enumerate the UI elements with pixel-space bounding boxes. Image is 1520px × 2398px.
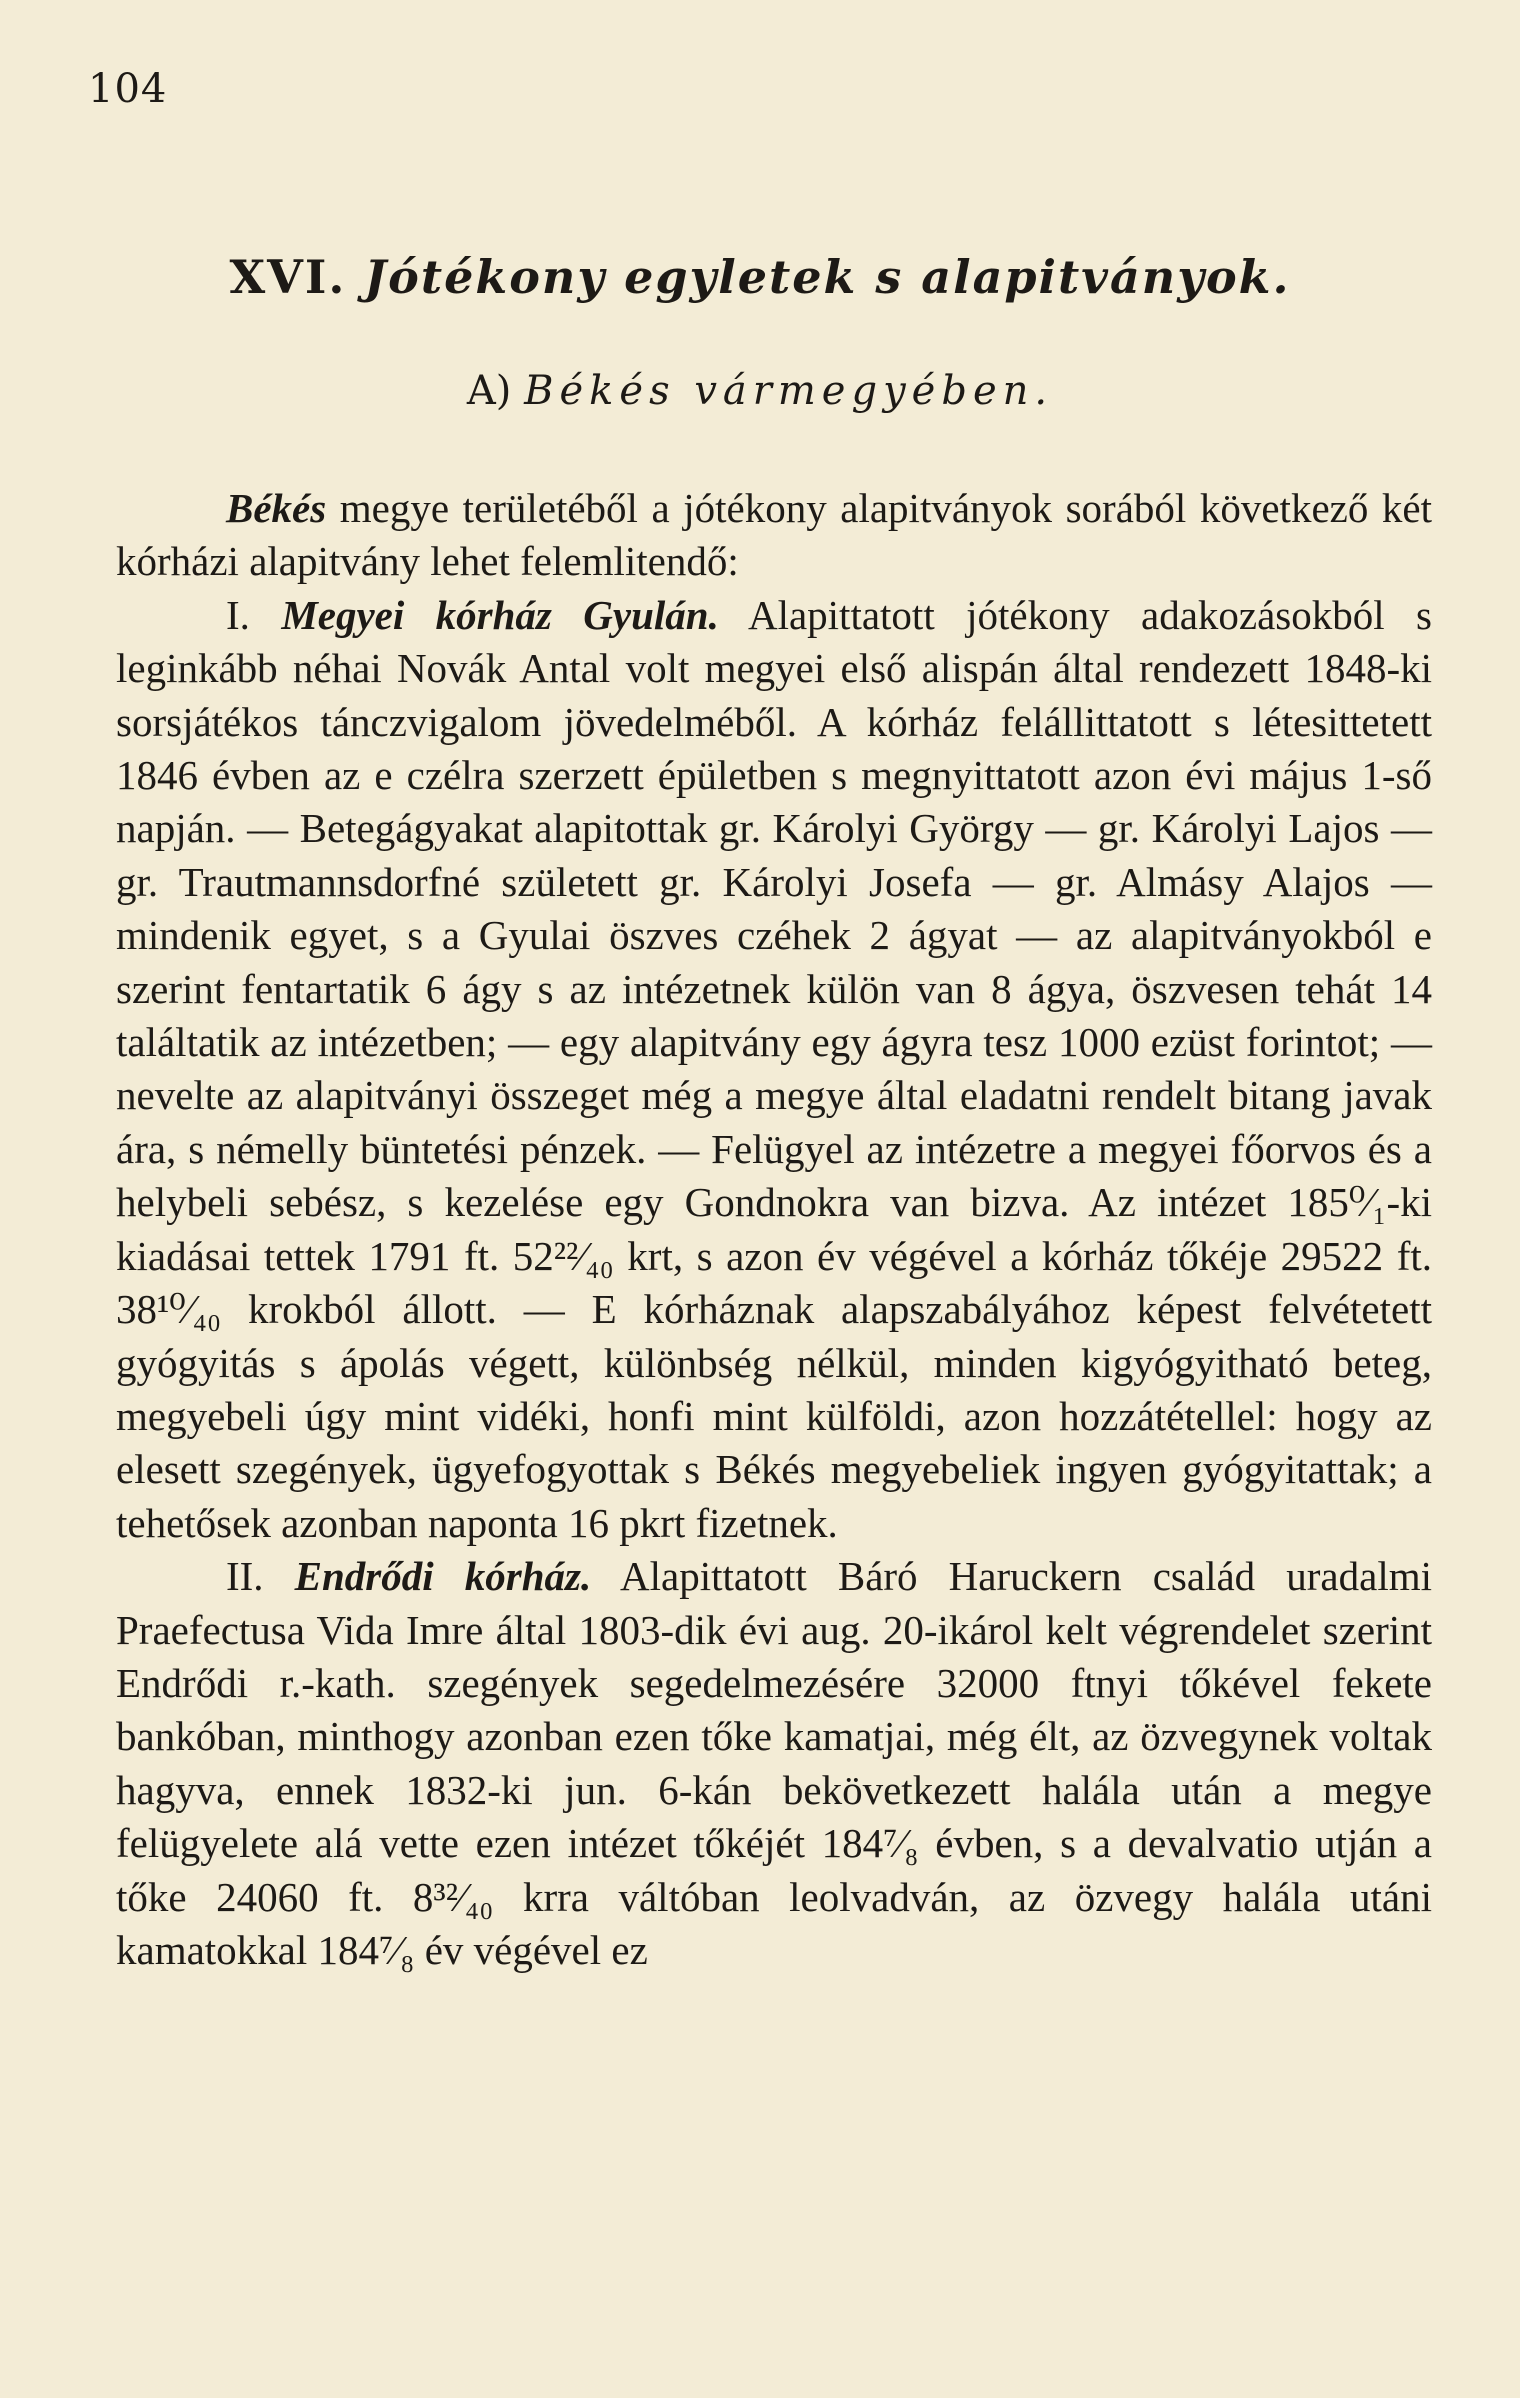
section-title: Békés vármegyében. <box>524 368 1054 414</box>
paragraph-lead: Békés <box>226 485 327 531</box>
paragraph-number: I. <box>226 591 282 638</box>
section-marker: A) <box>466 368 512 414</box>
paragraph-text: Alapittatott jótékony adakozásokból s leginkább néhai Novák Antal volt megyei első alispán által rendezett 1848-ki sorsjátékos tánczvigalom jövedelméből. A kórház felállittatott s létesittetett 1846 évben az e czélra szerzett épületben s megnyittatott azon évi május 1-ső napján. — Betegágyakat alapitottak gr. Károlyi György — gr. Károlyi Lajos — gr. Trautmannsdorfné született gr. Károlyi Josefa — gr. Almásy Alajos — mindenik egyet, s a Gyulai öszves czéhek 2 ágyat — az alapitványokból e szerint fentartatik 6 ágy s az intézetnek külön van 8 ágya, öszvesen tehát 14 találtatik az intézetben; — egy alapitvány egy ágyra tesz 1000 ezüst forintot; — nevelte az alapitványi összeget még a megye által eladatni rendelt bitang javak ára, s némelly büntetési pénzek. — Felügyel az intézetre a megyei főorvos és a helybeli sebész, s kezelése egy Gondnokra van bizva. Az intézet 185⁰⁄₁-ki kiadásai tettek 1791 ft. 52²²⁄₄₀ krt, s azon év végével a kórház tőkéje 29522 ft. 38¹⁰⁄₄₀ krokból állott. — E kórháznak alapszabályához képest felvétetett gyógyitás s ápolás végett, különbség nélkül, minden kigyógyitható beteg, megyebeli úgy mint vidéki, honfi mint külföldi, azon hozzátétellel: hogy az elesett szegények, ügyefogyottak s Békés megyebeliek ingyen gyógyitattak; a tehetősek azonban naponta 16 pkrt fizetnek. <box>116 591 1432 1546</box>
paragraph-number: II. <box>226 1553 295 1600</box>
paragraph-second-hospital <box>116 1550 1432 1977</box>
paragraph-lead: Megyei kórház Gyulán. <box>281 591 719 638</box>
paragraph-lead: Endrődi kórház. <box>294 1553 592 1600</box>
paragraph-text: Alapittatott Báró Haruckern család uradalmi Praefectusa Vida Imre által 1803-dik évi aug. 20-ikárol kelt végrendelet szerint Endrődi r.-kath. szegények segedelmezésére 32000 ftnyi tőkével fekete bankóban, minthogy azonban ezen tőke kamatjai, még élt, az özvegynek voltak hagyva, ennek 1832-ki jun. 6-kán bekövetkezett halála után a megye felügyelete alá vette ezen intézet tőkéjét 184⁷⁄₈ évben, s a devalvatio utján a tőke 24060 ft. 8³²⁄₄₀ krra váltóban leolvadván, az özvegy halála utáni kamatokkal 184⁷⁄₈ év végével ez <box>116 1553 1432 1973</box>
chapter-heading <box>0 250 1520 304</box>
paragraph-text: megye területéből a jótékony alapitványok sorából következő két kórházi alapitvány lehet felemlitendő: <box>116 485 1432 585</box>
chapter-numeral: XVI. <box>229 250 347 304</box>
paragraph-first-hospital <box>116 589 1432 1550</box>
body-text <box>116 482 1432 1977</box>
paragraph-intro <box>116 482 1432 589</box>
section-heading <box>0 368 1520 414</box>
chapter-title: Jótékony egyletek s alapitványok. <box>364 250 1291 304</box>
page-number: 104 <box>88 66 168 112</box>
